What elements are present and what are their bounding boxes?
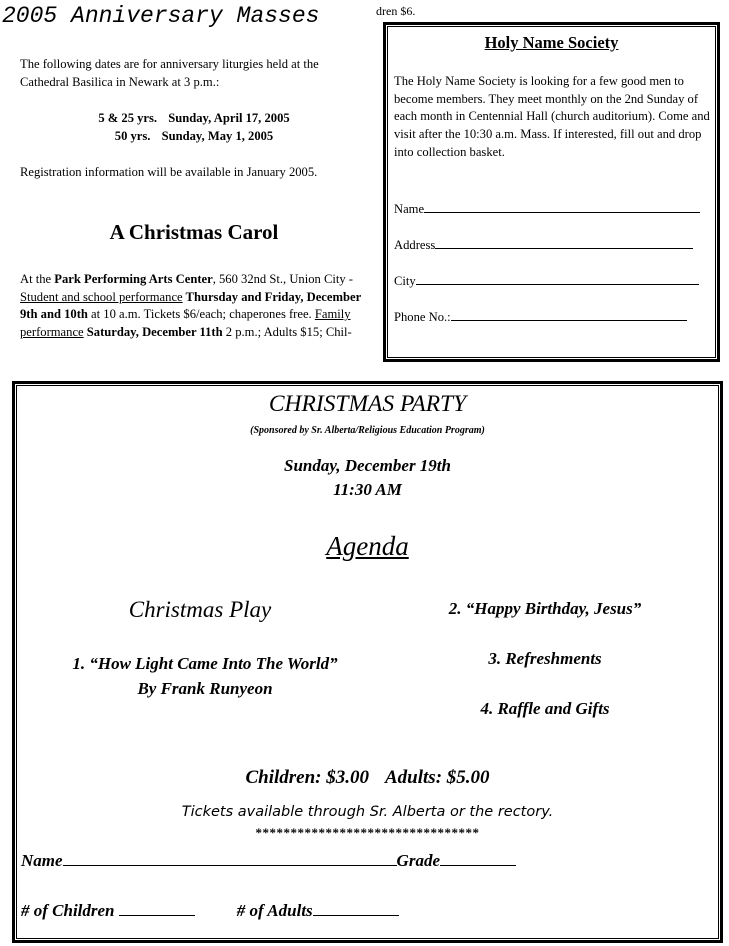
anniversary-registration: Registration information will be available in January 2005. [20,165,318,179]
holy-name-society-box [383,22,720,362]
anniversary-date-row [20,110,368,128]
city-label: City [394,274,416,288]
anniversary-date: Sunday, May 1, 2005 [161,128,274,143]
ticket-prices [15,765,720,792]
anniversary-label: 5 & 25 yrs. [98,111,158,125]
carol-at: At the [20,272,55,286]
city-field[interactable] [394,273,699,291]
play-title: Christmas Play [128,597,272,622]
party-counts-row [21,899,399,923]
children-count-line[interactable] [119,901,195,916]
party-title: CHRISTMAS PARTY [268,391,467,417]
anniversary-date: Sunday, April 17, 2005 [168,111,290,125]
agenda-item-1-title: 1. “How Light Came Into The World” [72,654,338,673]
name-label: Name [394,202,425,216]
adults-count-label: # of Adults [236,901,313,920]
agenda-item-3: 3. Refreshments [488,649,602,668]
party-name-line[interactable] [63,851,397,866]
anniversary-intro: The following dates are for anniversary liturgies held at the Cathedral Basilica in Newark at 3 p.m.: [20,57,319,89]
phone-line[interactable] [451,309,687,321]
carol-title: A Christmas Carol [109,220,279,244]
city-line[interactable] [416,273,699,285]
carol-student-performance: Student and school performance [20,289,183,304]
anniversary-label: 50 yrs. [114,128,151,143]
party-sponsor: (Sponsored by Sr. Alberta/Religious Education Program) [250,425,485,436]
price-children: Children: $3.00 [245,767,369,788]
anniversary-date-row [20,128,368,146]
party-grade-line[interactable] [440,851,516,866]
phone-field[interactable] [394,309,687,327]
party-time: 11:30 AM [333,479,402,499]
anniversary-dates [20,110,368,145]
party-date: Sunday, December 19th [283,456,451,475]
anniversary-title: 2005 Anniversary Masses [2,3,320,29]
party-grade-label: Grade [396,851,440,870]
children-count-label: # of Children [21,901,115,920]
carol-time1: at 10 a.m. Tickets $6/each; chaperones free. [87,307,315,322]
phone-label: Phone No.: [394,310,451,324]
adults-count-line[interactable] [313,901,399,916]
agenda-item-2: 2. “Happy Birthday, Jesus” [448,599,642,618]
holy-name-title: Holy Name Society [484,33,619,52]
agenda-item-1-author: By Frank Runyeon [137,678,273,698]
party-name-label: Name [21,851,63,870]
carol-time2: 2 p.m.; Adults $15; Chil- [222,324,352,339]
holy-name-body: The Holy Name Society is looking for a few good men to become members. They meet monthly on the 2nd Sunday of each month in Centennial Hall (church auditorium). Come and visit after the 10:30 a.m. Mass. If interested, fill out and drop into collection basket. [394,74,710,159]
ticket-availability: Tickets available through Sr. Alberta or the rectory. [181,804,554,820]
name-line[interactable] [424,201,700,213]
carol-family-date: Saturday, December 11th [83,324,223,339]
address-line[interactable] [435,237,693,249]
party-date-time [15,454,720,502]
column-continuation-text: dren $6. [376,4,416,18]
carol-family-performance: Family performance [20,307,351,339]
address-label: Address [394,238,436,252]
name-field[interactable] [394,201,700,219]
agenda-heading: Agenda [326,531,409,561]
carol-student-days: Thursday and Friday, December 9th and 10th [20,289,361,322]
carol-venue: Park Performing Arts Center [54,272,213,286]
separator-stars: ******************************** [255,825,480,840]
price-adults: Adults: $5.00 [385,767,490,788]
address-field[interactable] [394,237,693,255]
agenda-item-4: 4. Raffle and Gifts [480,699,610,718]
agenda-item-1 [45,652,365,701]
party-name-grade-row [21,849,516,873]
carol-body [20,271,368,342]
christmas-party-box [12,381,723,943]
carol-address: , 560 32nd St., Union City - [212,272,353,286]
